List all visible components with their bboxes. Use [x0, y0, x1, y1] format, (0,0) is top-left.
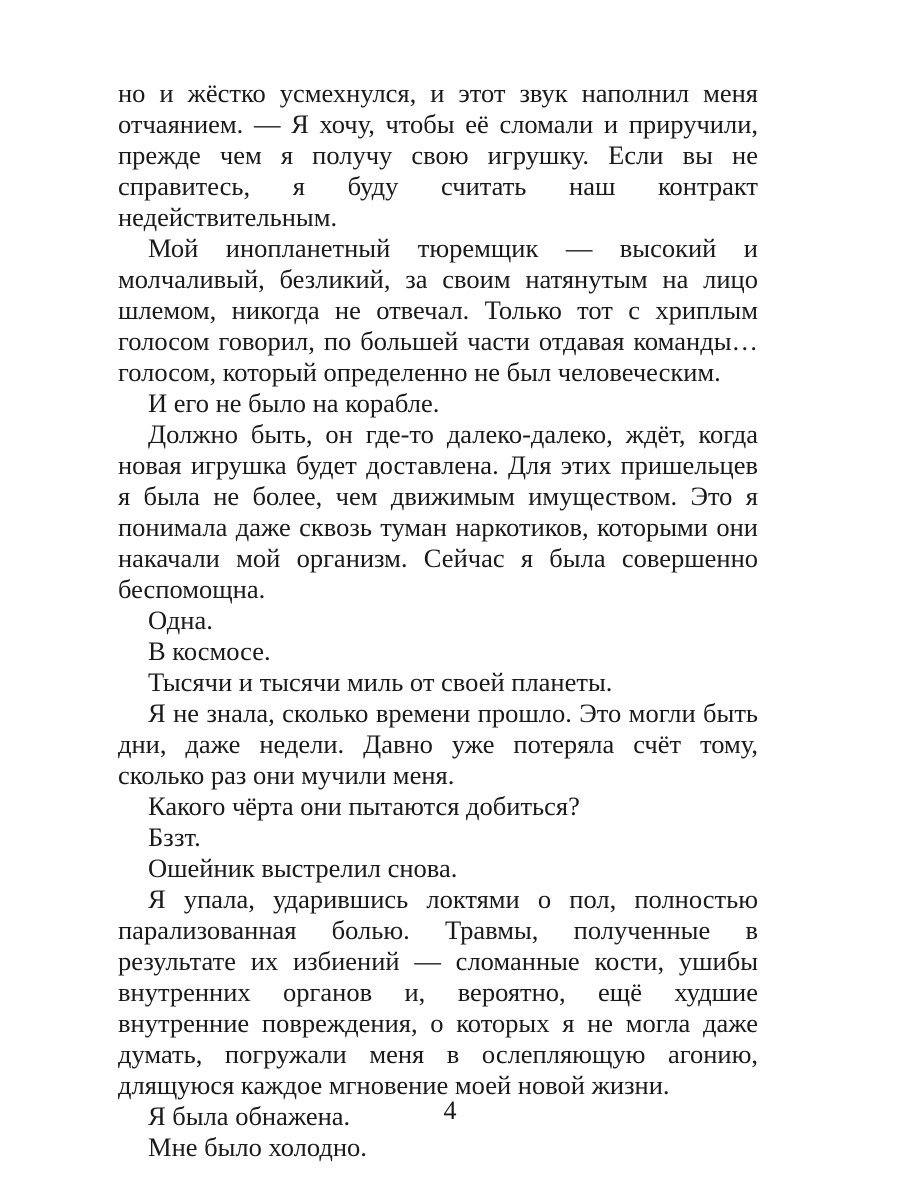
body-text — [118, 78, 758, 1163]
paragraph: Ошейник выстрелил снова. — [148, 853, 458, 883]
paragraph-continuation: но и жёстко усмехнулся, и этот звук наполнил меня отчаянием. — Я хочу, чтобы её сломали и приручили, прежде чем я получу свою игрушку. Если вы не справитесь, я буду считать наш контракт недействительным. — [118, 78, 758, 232]
paragraph: И его не было на корабле. — [148, 388, 440, 418]
paragraph: Какого чёрта они пытаются добиться? — [148, 791, 580, 821]
paragraph: Мой инопланетный тюремщик — высокий и молчаливый, безликий, за своим натянутым на лицо шлемом, никогда не отвечал. Только тот с хриплым голосом говорил, по большей части отдавая команды… голосом, который определенно не был человеческим. — [118, 233, 758, 387]
paragraph: Тысячи и тысячи миль от своей планеты. — [148, 667, 613, 697]
paragraph: Мне было холодно. — [148, 1132, 367, 1162]
paragraph: Одна. — [148, 605, 213, 635]
paragraph: Бззт. — [148, 822, 201, 852]
paragraph: Должно быть, он где-то далеко-далеко, ждёт, когда новая игрушка будет доставлена. Для этих пришельцев я была не более, чем движимым имуществом. Это я понимала даже сквозь туман наркотиков, которыми они накачали мой организм. Сейчас я была совершенно беспомощна. — [118, 419, 758, 604]
paragraph: Я была обнажена. — [148, 1101, 351, 1131]
paragraph: Я не знала, сколько времени прошло. Это могли быть дни, даже недели. Давно уже потеряла счёт тому, сколько раз они мучили меня. — [118, 698, 758, 790]
paragraph: Я упала, ударившись локтями о пол, полностью парализованная болью. Травмы, полученные в результате их избиений — сломанные кости, ушибы внутренних органов и, вероятно, ещё худшие внутренние повреждения, о которых я не могла даже думать, погружали меня в ослепляющую агонию, длящуюся каждое мгновение моей новой жизни. — [118, 884, 758, 1100]
paragraph: В космосе. — [148, 636, 271, 666]
page-number: 4 — [443, 1096, 457, 1125]
